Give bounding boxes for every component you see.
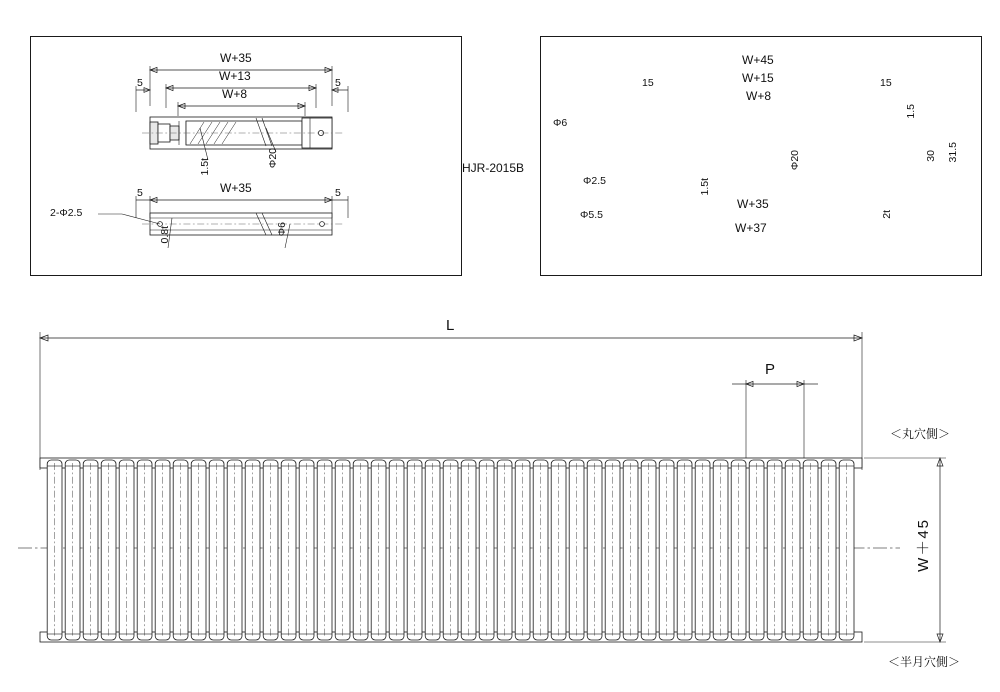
dim-pitch-P: P bbox=[765, 361, 776, 378]
callout-left-phi20: Φ20 bbox=[267, 148, 279, 169]
dim-right-2t: 2t bbox=[881, 210, 893, 219]
dim-left-5-b: 5 bbox=[335, 77, 341, 89]
callout-2-phi25: 2-Φ2.5 bbox=[50, 207, 83, 219]
part-number-label: HJR-2015B bbox=[462, 161, 525, 175]
callout-08t: 0.8t bbox=[159, 226, 171, 244]
callout-left-15t: 1.5t bbox=[199, 158, 211, 176]
dim-left-w35-top: W+35 bbox=[220, 51, 252, 65]
callout-phi55: Φ5.5 bbox=[580, 209, 603, 221]
dim-left-5-c: 5 bbox=[137, 187, 143, 199]
dim-length-L: L bbox=[446, 317, 455, 334]
dim-right-1-5: 1.5 bbox=[905, 104, 917, 119]
dim-left-w13: W+13 bbox=[219, 69, 251, 83]
dim-right-w37: W+37 bbox=[735, 221, 767, 235]
dim-left-w8: W+8 bbox=[222, 87, 248, 101]
callout-phi20-right: Φ20 bbox=[789, 150, 801, 171]
dim-right-30: 30 bbox=[925, 150, 937, 162]
callout-phi6-left: Φ6 bbox=[276, 222, 288, 237]
note-round-hole-side: ＜丸穴側＞ bbox=[890, 427, 951, 441]
callout-15t-right: 1.5t bbox=[699, 178, 711, 196]
dim-left-w35-bottom: W+35 bbox=[220, 181, 252, 195]
dim-right-w8: W+8 bbox=[746, 89, 772, 103]
dim-left-5-a: 5 bbox=[137, 77, 143, 89]
callout-phi6-right: Φ6 bbox=[553, 117, 568, 129]
dim-right-15-b: 15 bbox=[880, 77, 892, 89]
dim-left-5-d: 5 bbox=[335, 187, 341, 199]
note-half-moon-hole-side: ＜半月穴側＞ bbox=[888, 655, 961, 669]
dim-right-w15: W+15 bbox=[742, 71, 774, 85]
dim-right-31-5: 31.5 bbox=[947, 142, 959, 163]
dim-right-15-a: 15 bbox=[642, 77, 654, 89]
callout-phi25-right: Φ2.5 bbox=[583, 175, 606, 187]
dim-width-w45: W＋45 bbox=[915, 518, 932, 572]
dim-right-w45: W+45 bbox=[742, 53, 774, 67]
dim-right-w35: W+35 bbox=[737, 197, 769, 211]
